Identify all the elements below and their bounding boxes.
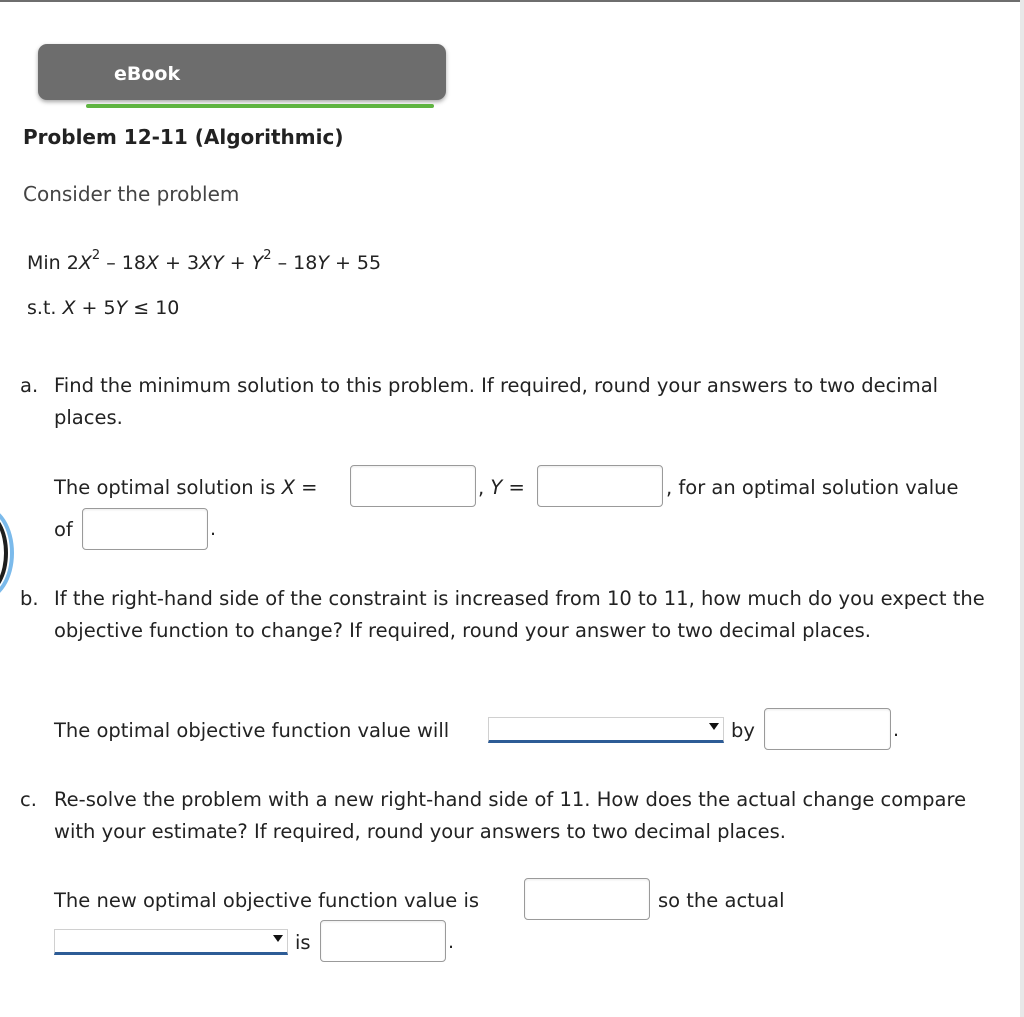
part-a-y-label: , Y = [478,476,525,499]
y-value-input[interactable] [537,465,663,507]
actual-value-input[interactable] [320,920,446,962]
objective-function: Min $2X^2 - 18X + 3XY + Y^2 - 18Y + 55$ [27,248,382,274]
change-value-input[interactable] [764,708,891,750]
part-a-label: a. [20,374,39,397]
part-b-by: by [731,719,755,742]
part-b-line-prefix: The optimal objective function value will [54,719,450,742]
part-a-line1: The optimal solution is X = [54,476,318,499]
ebook-tab[interactable] [38,44,446,100]
solution-value-input[interactable] [82,508,208,550]
chevron-down-icon [273,935,283,942]
problem-title: Problem 12-11 (Algorithmic) [23,125,344,149]
ebook-tab-indicator [86,104,434,108]
new-value-input[interactable] [524,878,650,920]
part-c-period: . [448,931,455,953]
chevron-down-icon [709,723,719,730]
part-a-period: . [210,518,217,540]
part-b-question: If the right-hand side of the constraint is increased from 10 to 11, how much do you expect the objective function to change? If required, round your answer to two decimal places. [54,587,985,642]
actual-comparison-select[interactable] [54,929,288,955]
top-divider [0,0,1024,2]
part-a-suffix: , for an optimal solution value [666,476,959,499]
part-c-label: c. [20,788,37,811]
part-c-is: is [295,931,311,954]
part-c-line1-suffix: so the actual [658,889,785,912]
part-c-line1-prefix: The new optimal objective function value is [54,889,480,912]
change-direction-select[interactable] [488,717,724,743]
part-a-question: Find the minimum solution to this problem. If required, round your answers to two decimal places. [54,374,939,429]
part-a-line2-prefix: of [54,518,73,541]
ebook-tab-label: eBook [114,63,181,85]
constraint: s.t. X + 5Y ≤ 10 [27,297,180,319]
part-b-label: b. [20,587,39,610]
x-value-input[interactable] [350,465,476,507]
part-b-period: . [893,719,900,741]
part-c-question: Re-solve the problem with a new right-hand side of 11. How does the actual change compare with your estimate? If required, round your answers to two decimal places. [54,788,967,843]
scrollbar-track[interactable] [1020,0,1024,1017]
problem-intro: Consider the problem [23,182,240,206]
